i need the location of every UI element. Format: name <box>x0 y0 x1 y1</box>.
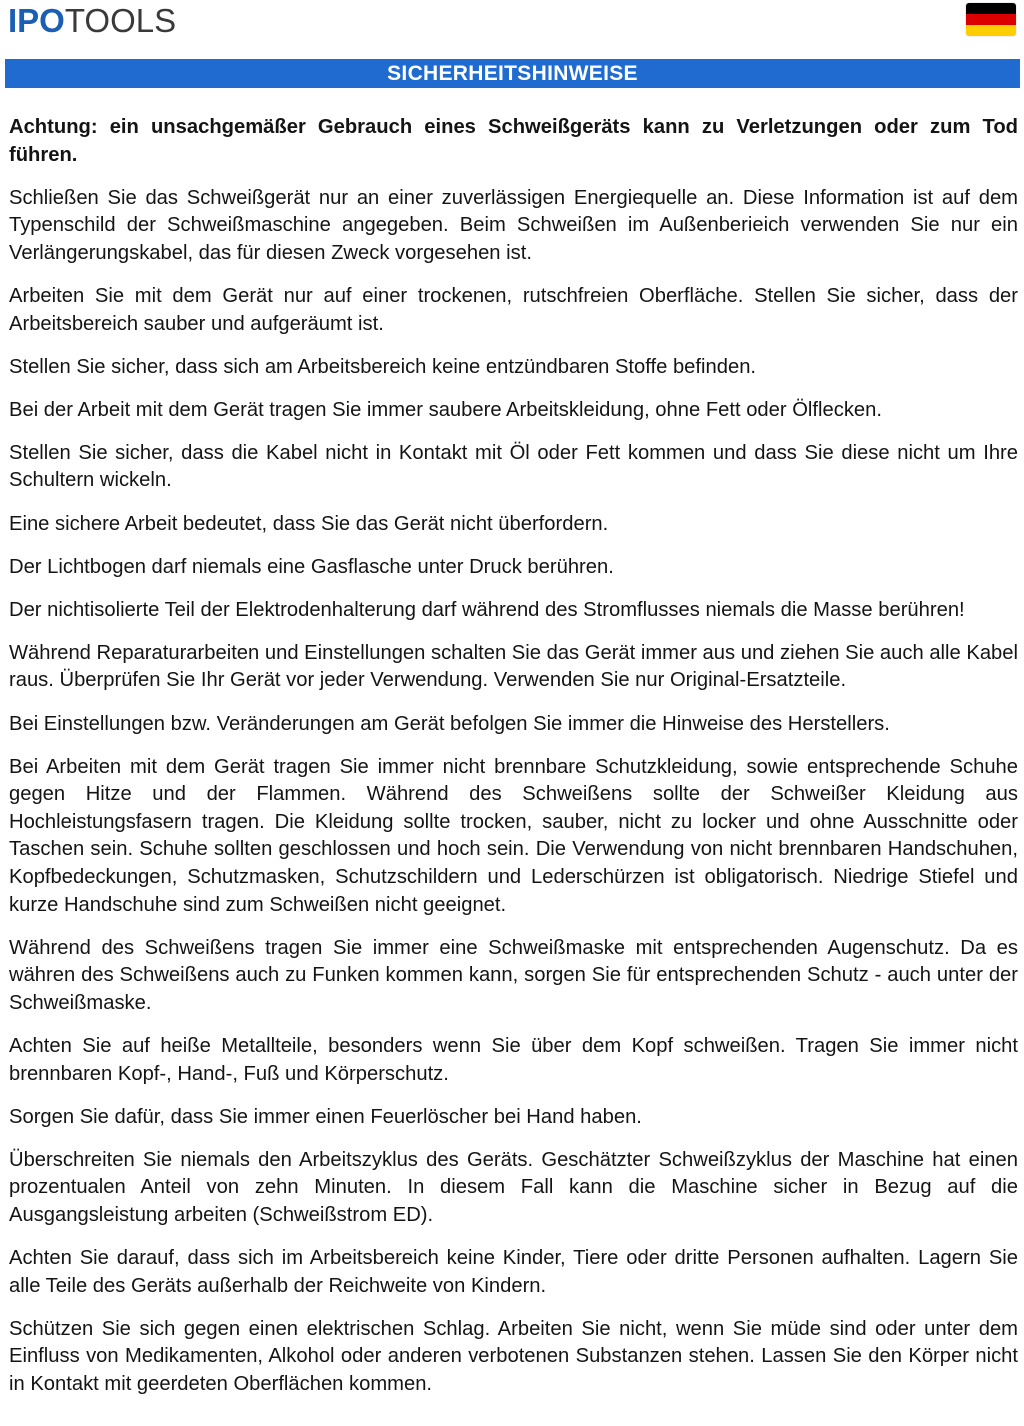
safety-paragraph: Eine sichere Arbeit bedeutet, dass Sie das Gerät nicht überfordern. <box>9 512 609 535</box>
page-header <box>0 0 1024 52</box>
warning-paragraph: Achtung: ein unsachgemäßer Gebrauch eines Schweißgeräts kann zu Verletzungen oder zum Tod führen. <box>9 116 1018 166</box>
safety-paragraph: Bei Einstellungen bzw. Veränderungen am Gerät befolgen Sie immer die Hinweise des Herstellers. <box>9 712 890 735</box>
safety-paragraph: Der Lichtbogen darf niemals eine Gasflasche unter Druck berühren. <box>9 555 614 578</box>
safety-paragraph: Überschreiten Sie niemals den Arbeitszyklus des Geräts. Geschätzter Schweißzyklus der Maschine hat einen prozentualen Anteil von zehn Minuten. In diesem Fall kann die Maschine sicher in Bezug auf die Ausgangsleistung arbeiten (Schweißstrom ED). <box>9 1148 1018 1226</box>
safety-paragraph: Bei Arbeiten mit dem Gerät tragen Sie immer nicht brennbare Schutzkleidung, sowie entsprechende Schuhe gegen Hitze und der Flammen. Während des Schweißens sollte der Schweißer Kleidung aus Hochleistungsfasern tragen. Die Kleidung sollte trocken, sauber, nicht zu locker und ohne Ausschnitte oder Taschen sein. Schuhe sollten geschlossen und hoch sein. Die Verwendung von nicht brennbaren Handschuhen, Kopfbedeckungen, Schutzmasken, Schutzschildern und Lederschürzen ist obligatorisch. Niedrige Stiefel und kurze Handschuhe sind zum Schweißen nicht geeignet. <box>9 755 1018 916</box>
safety-paragraph: Während des Schweißens tragen Sie immer eine Schweißmaske mit entsprechenden Augenschutz. Da es währen des Schweißens auch zu Funken kommen kann, sorgen Sie für entsprechenden Schutz - auch unter der Schweißmaske. <box>9 936 1018 1014</box>
safety-paragraph: Achten Sie auf heiße Metallteile, besonders wenn Sie über dem Kopf schweißen. Tragen Sie immer nicht brennbaren Kopf-, Hand-, Fuß und Körperschutz. <box>9 1034 1018 1085</box>
safety-paragraph: Stellen Sie sicher, dass sich am Arbeitsbereich keine entzündbaren Stoffe befinden. <box>9 355 757 378</box>
ipotools-logo <box>8 2 176 40</box>
safety-paragraph: Schützen Sie sich gegen einen elektrischen Schlag. Arbeiten Sie nicht, wenn Sie müde sind oder unter dem Einfluss von Medikamenten, Alkohol oder anderen verbotenen Substanzen stehen. Lassen Sie den Körper nicht in Kontakt mit geerdeten Oberflächen kommen. <box>9 1317 1018 1395</box>
safety-paragraph: Sorgen Sie dafür, dass Sie immer einen Feuerlöscher bei Hand haben. <box>9 1105 642 1128</box>
safety-paragraph: Arbeiten Sie mit dem Gerät nur auf einer trockenen, rutschfreien Oberfläche. Stellen Sie sicher, dass der Arbeitsbereich sauber und aufgeräumt ist. <box>9 284 1018 335</box>
section-title-bar: SICHERHEITSHINWEISE <box>5 59 1020 88</box>
safety-paragraph: Während Reparaturarbeiten und Einstellungen schalten Sie das Gerät immer aus und ziehen Sie auch alle Kabel raus. Überprüfen Sie Ihr Gerät vor jeder Verwendung. Verwenden Sie nur Original-Ersatzteile. <box>9 641 1018 692</box>
safety-content <box>9 114 1018 1414</box>
safety-paragraph: Achten Sie darauf, dass sich im Arbeitsbereich keine Kinder, Tiere oder dritte Personen aufhalten. Lagern Sie alle Teile des Geräts außerhalb der Reichweite von Kindern. <box>9 1247 1018 1297</box>
flag-stripe-black <box>966 3 1016 14</box>
logo-part-ipo: IPO <box>8 2 65 39</box>
germany-flag-icon <box>966 3 1016 36</box>
safety-paragraph: Schließen Sie das Schweißgerät nur an einer zuverlässigen Energiequelle an. Diese Information ist auf dem Typenschild der Schweißmaschine angegeben. Beim Schweißen im Außenberieich verwenden Sie nur ein Verlängerungskabel, das für diesen Zweck vorgesehen ist. <box>9 186 1018 264</box>
flag-stripe-gold <box>966 25 1016 36</box>
safety-paragraph: Bei der Arbeit mit dem Gerät tragen Sie immer saubere Arbeitskleidung, ohne Fett oder Ölflecken. <box>9 398 882 421</box>
safety-paragraph: Der nichtisolierte Teil der Elektrodenhalterung darf während des Stromflusses niemals die Masse berühren! <box>9 598 965 621</box>
flag-stripe-red <box>966 14 1016 25</box>
safety-paragraph: Stellen Sie sicher, dass die Kabel nicht in Kontakt mit Öl oder Fett kommen und dass Sie diese nicht um Ihre Schultern wickeln. <box>9 441 1018 492</box>
logo-part-tools: TOOLS <box>64 2 177 39</box>
